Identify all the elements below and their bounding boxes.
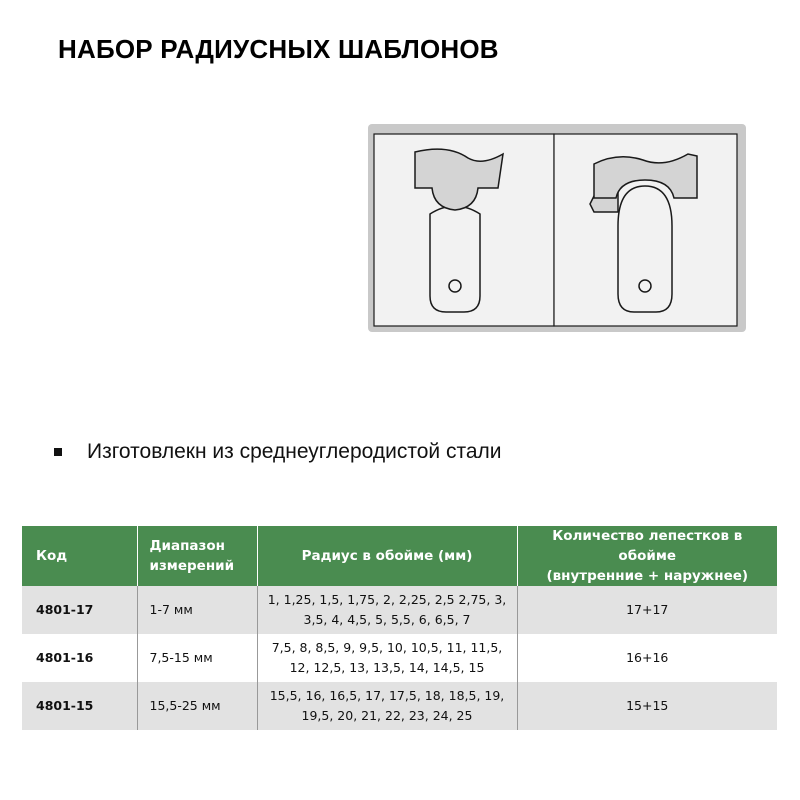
header-code: Код <box>22 526 137 586</box>
table-header-row <box>22 526 777 586</box>
radius-gauge-figure <box>368 124 746 332</box>
cell-radii-line1: 1, 1,25, 1,5, 1,75, 2, 2,25, 2,5 2,75, 3, <box>267 592 507 607</box>
spec-table <box>22 526 777 730</box>
bullet-text: Изготовлекн из среднеуглеродистой стали <box>87 440 502 463</box>
header-range: Диапазон измерений <box>137 526 257 586</box>
cell-range: 7,5-15 мм <box>137 634 257 682</box>
cell-radii-line2: 19,5, 20, 21, 22, 23, 24, 25 <box>301 708 473 723</box>
header-count-line1: Количество лепестков в обойме <box>552 528 743 564</box>
header-radii: Радиус в обойме (мм) <box>257 526 517 586</box>
cell-radii <box>257 634 517 682</box>
cell-radii <box>257 586 517 634</box>
cell-radii-line2: 12, 12,5, 13, 13,5, 14, 14,5, 15 <box>289 660 485 675</box>
cell-radii-line1: 7,5, 8, 8,5, 9, 9,5, 10, 10,5, 11, 11,5, <box>271 640 503 655</box>
cell-count: 17+17 <box>517 586 777 634</box>
cell-radii-line1: 15,5, 16, 16,5, 17, 17,5, 18, 18,5, 19, <box>269 688 505 703</box>
cell-radii-line2: 3,5, 4, 4,5, 5, 5,5, 6, 6,5, 7 <box>303 612 471 627</box>
cell-range: 1-7 мм <box>137 586 257 634</box>
table-row <box>22 586 777 634</box>
cell-code: 4801-15 <box>22 682 137 730</box>
cell-range: 15,5-25 мм <box>137 682 257 730</box>
bullet-square-icon <box>54 448 62 456</box>
cell-count: 15+15 <box>517 682 777 730</box>
page-title: НАБОР РАДИУСНЫХ ШАБЛОНОВ <box>58 34 499 64</box>
cell-code: 4801-17 <box>22 586 137 634</box>
cell-radii <box>257 682 517 730</box>
feature-bullet <box>54 440 502 464</box>
cell-count: 16+16 <box>517 634 777 682</box>
table-row <box>22 634 777 682</box>
header-count-line2: (внутренние + наружнее) <box>546 568 749 584</box>
header-count <box>517 526 777 586</box>
cell-code: 4801-16 <box>22 634 137 682</box>
table-row <box>22 682 777 730</box>
